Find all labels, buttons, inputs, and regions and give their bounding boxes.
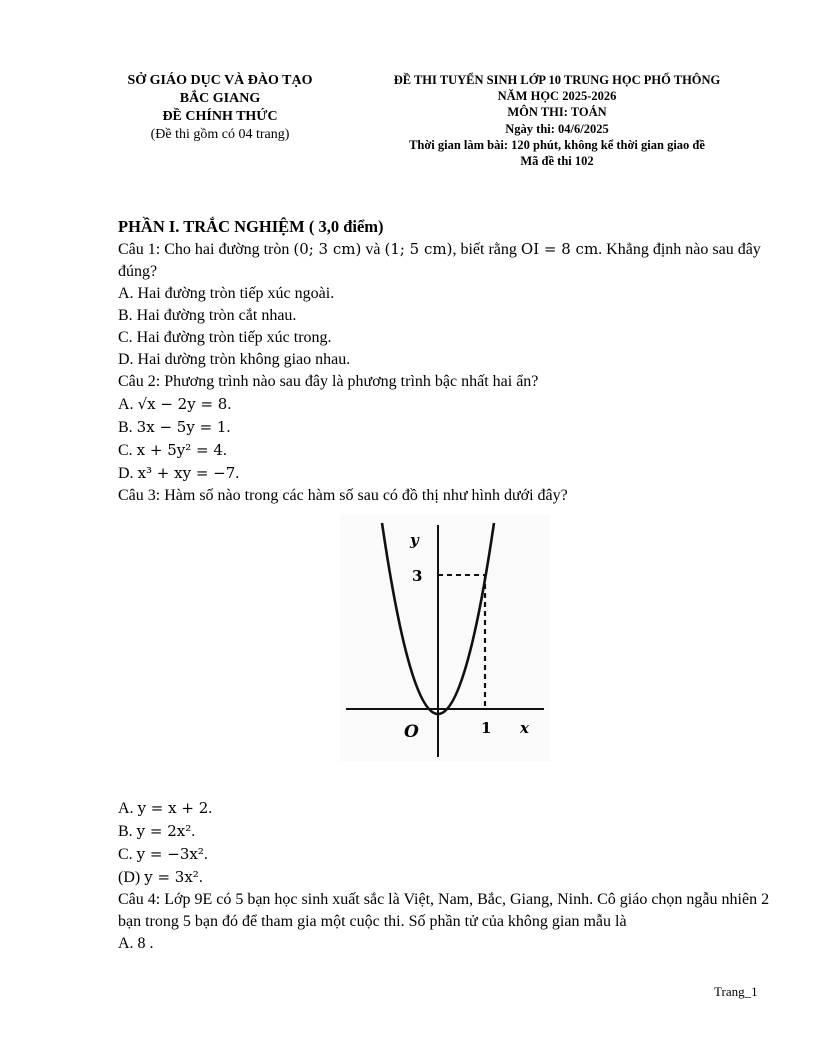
q2-option-c-end: . — [222, 442, 227, 459]
q2-option-b-end: . — [226, 419, 231, 436]
q1-text-c: , biết rằng — [452, 241, 521, 258]
q1-distance: OI = 8 cm — [520, 240, 599, 258]
q3-option-b-label: B. — [118, 823, 137, 840]
q2-option-a-math: √x − 2y = 8 — [137, 395, 228, 413]
x-tick-label: 1 — [481, 719, 492, 737]
exam-duration: Thời gian làm bài: 120 phút, không kể thời gian giao đề — [409, 137, 705, 152]
q3-option-c-math: y = −3x² — [136, 845, 204, 863]
section-title: PHẦN I. TRẮC NGHIỆM ( 3,0 điểm) — [118, 217, 384, 236]
province-name: BẮC GIANG — [179, 91, 261, 106]
question-2-stem: Câu 2: Phương trình nào sau đây là phương trình bậc nhất hai ẩn? — [118, 373, 539, 390]
q2-option-a — [118, 393, 778, 416]
official-label: ĐỀ CHÍNH THỨC — [162, 109, 278, 124]
x-axis-label: x — [520, 719, 529, 737]
pages-note: (Đề thi gồm có 04 trang) — [150, 127, 290, 142]
q3-option-d-end: . — [198, 869, 203, 886]
graph-background — [340, 515, 550, 761]
origin-label: O — [404, 722, 419, 742]
q3-option-d — [118, 866, 778, 889]
exam-date: Ngày thi: 04/6/2025 — [505, 121, 609, 136]
q3-option-b — [118, 820, 778, 843]
header-right — [350, 72, 764, 169]
q2-option-a-label: A. — [118, 396, 138, 413]
q3-option-a — [118, 797, 778, 820]
exam-body — [118, 216, 778, 955]
q2-option-a-end: . — [227, 396, 232, 413]
department-name: SỞ GIÁO DỤC VÀ ĐÀO TẠO — [127, 73, 313, 88]
q2-option-c — [118, 439, 778, 462]
y-tick-label: 3 — [412, 567, 423, 585]
q1-option-b: B. Hai đường tròn cắt nhau. — [118, 307, 297, 324]
q3-option-a-label: A. — [118, 800, 138, 817]
q3-option-c-end: . — [203, 846, 208, 863]
q2-option-d-label: D. — [118, 465, 138, 482]
q3-option-d-math: y = 3x² — [144, 868, 199, 886]
question-1-stem — [118, 238, 778, 283]
q3-option-b-math: y = 2x² — [136, 822, 192, 840]
parabola-graph — [340, 515, 550, 761]
question-3-stem: Câu 3: Hàm số nào trong các hàm số sau có đồ thị như hình dưới đây? — [118, 487, 568, 504]
question-4-stem: Câu 4: Lớp 9E có 5 bạn học sinh xuất sắc là Việt, Nam, Bắc, Giang, Ninh. Cô giáo chọn ngẫu nhiên 2 bạn trong 5 bạn đó để tham gia một cuộc thi. Số phần tử của không gian mẫu là — [118, 891, 770, 930]
q2-option-b-math: 3x − 5y = 1 — [136, 418, 227, 436]
q1-text-b: và — [361, 241, 385, 258]
q2-option-d — [118, 462, 778, 485]
page-footer: Trang_1 — [714, 984, 758, 999]
q2-option-c-label: C. — [118, 442, 137, 459]
school-year: NĂM HỌC 2025-2026 — [497, 89, 617, 104]
q2-option-b — [118, 416, 778, 439]
q2-option-c-math: x + 5y² = 4 — [136, 441, 223, 459]
q2-option-d-end: . — [235, 465, 240, 482]
q3-option-c-label: C. — [118, 846, 137, 863]
q3-option-a-end: . — [208, 800, 213, 817]
q3-option-c — [118, 843, 778, 866]
parabola-figure — [118, 515, 778, 797]
q3-option-b-end: . — [191, 823, 196, 840]
y-axis-label: y — [410, 531, 419, 549]
header-left — [96, 72, 344, 144]
q4-option-a: A. 8 . — [118, 935, 154, 952]
q1-option-c: C. Hai đường tròn tiếp xúc trong. — [118, 329, 332, 346]
exam-code: Mã đề thi 102 — [520, 154, 594, 169]
q3-option-a-math: y = x + 2 — [137, 799, 209, 817]
q1-circle-2: (1; 5 cm) — [384, 240, 453, 258]
q1-text-a: Câu 1: Cho hai đường tròn — [118, 241, 294, 258]
subject: MÔN THI: TOÁN — [507, 105, 607, 120]
q1-option-d: D. Hai dường tròn không giao nhau. — [118, 351, 351, 368]
q2-option-b-label: B. — [118, 419, 137, 436]
q1-option-a: A. Hai đường tròn tiếp xúc ngoài. — [118, 285, 335, 302]
q3-option-d-label: (D) — [118, 869, 145, 886]
exam-title: ĐỀ THI TUYỂN SINH LỚP 10 TRUNG HỌC PHỔ THÔNG — [393, 73, 721, 87]
q1-circle-1: (0; 3 cm) — [293, 240, 362, 258]
q2-option-d-math: x³ + xy = −7 — [137, 464, 236, 482]
q1-text-d: . Khẳng định nào sau đây đúng? — [118, 241, 761, 280]
